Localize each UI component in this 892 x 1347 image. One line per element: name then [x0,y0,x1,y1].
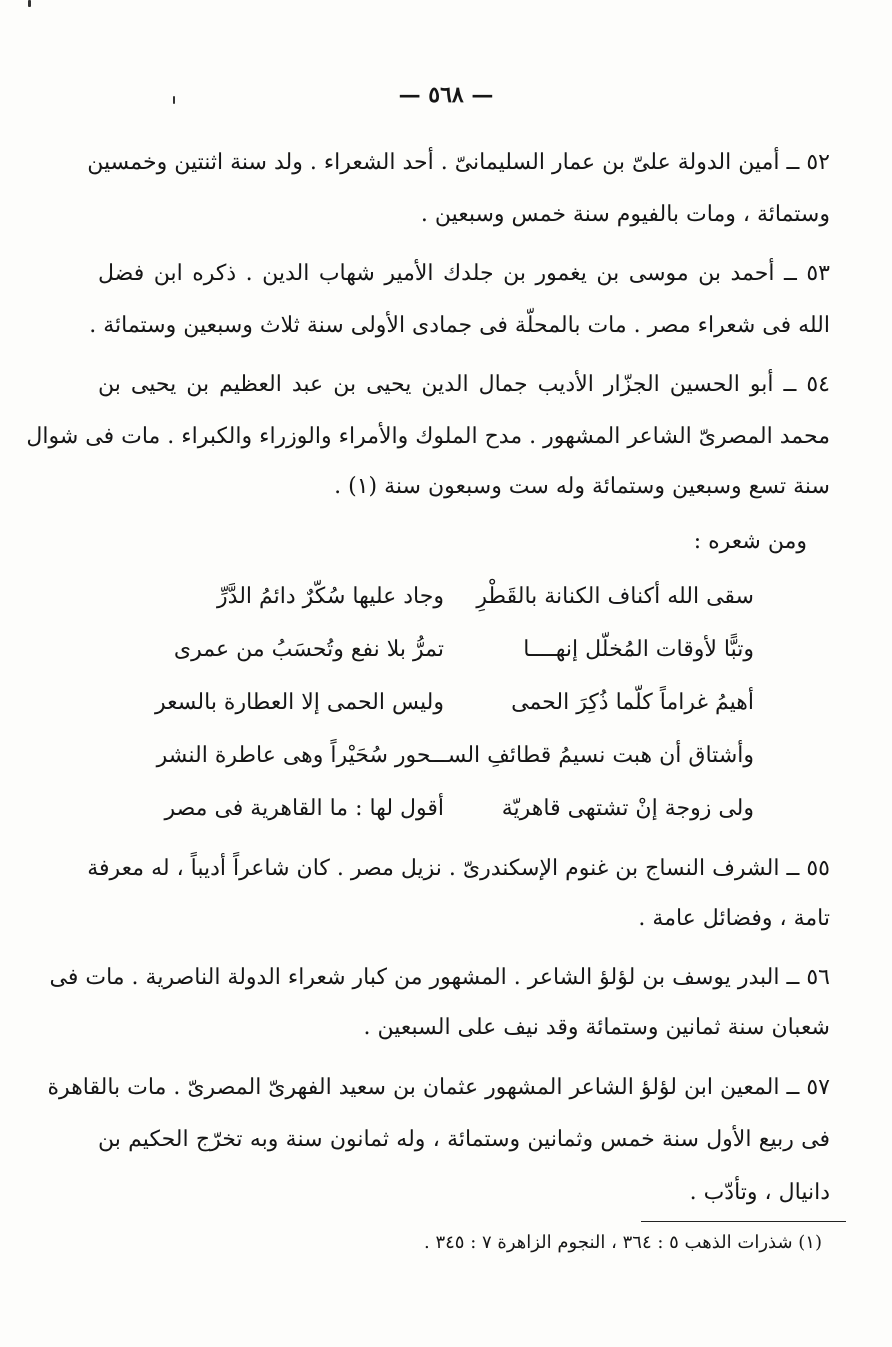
entry-56-line-1: ٥٦ ــ البدر يوسف بن لؤلؤ الشاعر . المشهور من كبار شعراء الدولة الناصرية . مات فى [49,965,830,990]
verse-3-second-hemistich: وليس الحمى إلا العطارة بالسعر [155,690,444,715]
verse-2-second-hemistich: تمرُّ بلا نفع وتُحسَبُ من عمرى [173,637,444,662]
verse-4-second-hemistich: ــحور سُحَيْراً وهى عاطرة النشر [156,743,444,768]
verse-1-second-hemistich: وجاد عليها سُكّرٌ دائمُ الدَّرِّ [217,584,444,609]
poetry-intro: ومن شعره : [693,529,807,554]
verse-5-second-hemistich: أقول لها : ما القاهرية فى مصر [164,796,444,821]
page-number: — ٥٦٨ — [398,82,494,108]
verse-4-first-hemistich: وأشتاق أن هبت نسيمُ قطائفِ الســ [434,743,754,768]
entry-53-line-1: ٥٣ ــ أحمد بن موسى بن يغمور بن جلدك الأمير شهاب الدين . ذكره ابن فضل [98,261,830,286]
entry-53-line-2: الله فى شعراء مصر . مات بالمحلّة فى جمادى الأولى سنة ثلاث وسبعين وستمائة . [89,313,830,338]
entry-52-line-1: ٥٢ ــ أمين الدولة علىّ بن عمار السليمانىّ . أحد الشعراء . ولد سنة اثنتين وخمسين [87,150,830,175]
scan-speck [28,0,31,7]
verse-1-first-hemistich: سقى الله أكناف الكنانة بالقَطْرِ [476,584,754,609]
entry-54-line-3: سنة تسع وسبعين وستمائة وله ست وسبعون سنة (١) . [334,474,830,499]
verse-3-first-hemistich: أهيمُ غراماً كلّما ذُكِرَ الحمى [511,690,754,715]
entry-54-line-1: ٥٤ ــ أبو الحسين الجزّار الأديب جمال الدين يحيى بن عبد العظيم بن يحيى بن [98,372,830,397]
entry-55-line-1: ٥٥ ــ الشرف النساج بن غنوم الإسكندرىّ . نزيل مصر . كان شاعراً أديباً ، له معرفة [87,856,830,881]
verse-5-first-hemistich: ولى زوجة إنْ تشتهى قاهريّة [501,796,754,821]
footnote-separator [641,1221,846,1222]
entry-57-line-1: ٥٧ ــ المعين ابن لؤلؤ الشاعر المشهور عثمان بن سعيد الفهرىّ المصرىّ . مات بالقاهرة [47,1075,830,1100]
verse-2-first-hemistich: وتبًّا لأوقات المُخلّل إنهــــا [523,637,754,662]
entry-55-line-2: تامة ، وفضائل عامة . [638,906,830,931]
entry-52-line-2: وستمائة ، ومات بالفيوم سنة خمس وسبعين . [420,202,830,227]
entry-57-line-3: دانيال ، وتأدّب . [689,1180,830,1205]
footnote: (١) شذرات الذهب ٥ : ٣٦٤ ، النجوم الزاهرة ٧ : ٣٤٥ . [424,1232,822,1253]
entry-54-line-2: محمد المصرىّ الشاعر المشهور . مدح الملوك والأمراء والوزراء والكبراء . مات فى شوال [26,424,830,449]
entry-56-line-2: شعبان سنة ثمانين وستمائة وقد نيف على السبعين . [363,1015,830,1040]
entry-57-line-2: فى ربيع الأول سنة خمس وثمانين وستمائة ، وله ثمانون سنة وبه تخرّج الحكيم بن [98,1127,830,1152]
